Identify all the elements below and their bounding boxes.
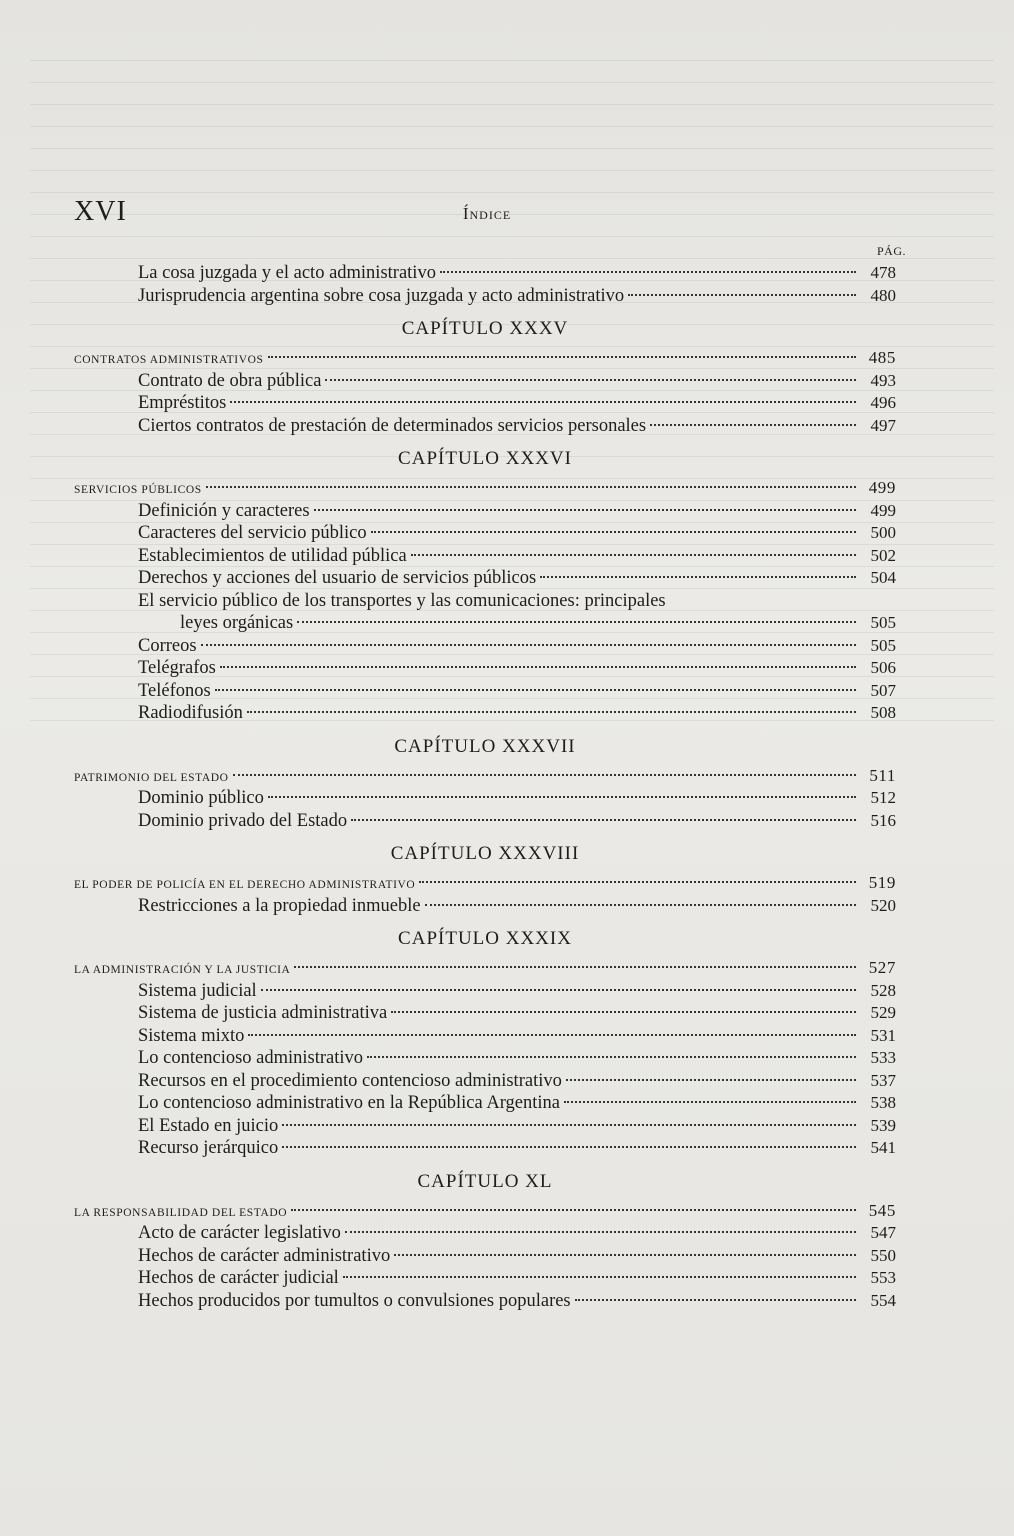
toc-entry [74,787,896,810]
dot-leader [282,1146,856,1148]
toc-entry-title: EL PODER DE POLICÍA EN EL DERECHO ADMINISTRATIVO [74,879,416,891]
toc-entry-title: Telégrafos [138,658,216,678]
toc-entry-title: Hechos producidos por tumultos o convulsiones populares [138,1290,571,1311]
page-header [74,196,900,232]
toc-entry-title: Hechos de carácter judicial [138,1268,339,1288]
toc-page-number: 504 [870,568,896,587]
toc-entry-title: Sistema mixto [138,1025,245,1046]
running-title: Índice [462,204,512,223]
dot-leader [628,294,856,296]
toc-entry [74,370,896,393]
toc-page-number: 527 [868,958,896,977]
toc-page-number: 537 [870,1070,896,1090]
toc-entry [74,392,896,415]
toc-page-number: 541 [870,1138,896,1157]
dot-leader [371,531,856,533]
toc-page-number: 531 [870,1025,896,1045]
dot-leader [247,711,856,713]
toc-entry [74,657,896,680]
toc-entry-title: El Estado en juicio [138,1115,279,1136]
toc-page-number: 520 [870,895,896,915]
dot-leader [268,796,856,798]
chapter-heading: CAPÍTULO XXXVIII [390,843,580,864]
dot-leader [367,1056,856,1058]
toc-entry-title: LA RESPONSABILIDAD DEL ESTADO [74,1206,288,1219]
toc-page-number: 550 [870,1245,896,1265]
toc-entry-title: Lo contencioso administrativo [138,1048,364,1068]
dot-leader [291,1209,856,1211]
toc-entry [74,500,896,523]
dot-leader [394,1254,856,1256]
toc-page-number: 512 [870,788,896,807]
toc-page-number: 554 [870,1290,896,1310]
toc-entry [74,522,896,545]
toc-page-number: 499 [868,478,896,497]
dot-leader [201,644,856,646]
dot-leader [391,1011,856,1013]
toc-entry [74,1245,896,1268]
toc-section-entry [74,872,896,895]
toc-entry-title: PATRIMONIO DEL ESTADO [74,771,229,784]
toc-section-entry [74,477,896,500]
dot-leader [425,904,856,906]
toc-entry [74,895,896,918]
toc-entry-title: Teléfonos [138,680,211,701]
table-of-contents [74,262,896,1312]
toc-page-number: 538 [870,1093,896,1112]
dot-leader [325,379,856,381]
chapter-heading: CAPÍTULO XXXVII [394,735,576,757]
toc-entry [74,1222,896,1245]
toc-page-number: 499 [870,500,896,520]
toc-page-number: 496 [870,393,896,412]
dot-leader [294,966,856,968]
chapter-heading: CAPÍTULO XL [417,1170,553,1192]
dot-leader [215,689,856,691]
toc-entry [74,1267,896,1290]
toc-page-number: 508 [870,703,896,722]
chapter-heading: CAPÍTULO XXXIX [398,928,572,949]
toc-page-number: 485 [868,348,896,367]
page-column-label: PÁG. [876,244,906,258]
toc-entry [74,1070,896,1093]
toc-page-number: 533 [870,1048,896,1067]
toc-page-number: 505 [870,613,896,632]
toc-entry [74,285,896,308]
toc-section-entry [74,347,896,370]
toc-entry [74,702,896,725]
dot-leader [650,424,856,426]
toc-section-entry [74,957,896,980]
toc-entry-title: Lo contencioso administrativo en la República Argentina [138,1093,560,1113]
dot-leader [248,1034,856,1036]
toc-entry-title: La cosa juzgada y el acto administrativo [138,263,436,283]
dot-leader [220,666,856,668]
toc-entry-title: Establecimientos de utilidad pública [138,545,407,566]
toc-page-number: 519 [868,873,896,892]
toc-page-number: 497 [870,415,896,435]
dot-leader [261,989,856,991]
toc-entry-title: Correos [138,635,197,656]
toc-entry-title: Caracteres del servicio público [138,523,367,543]
chapter-heading: CAPÍTULO XXXVI [398,448,572,469]
dot-leader [233,774,856,776]
toc-page-number: 505 [870,635,896,655]
toc-entry-title: SERVICIOS PÚBLICOS [74,484,202,496]
dot-leader [297,621,856,623]
page-number: XVI [74,196,127,227]
toc-page-number: 502 [870,545,896,565]
toc-entry [74,1137,896,1160]
toc-page-number: 516 [870,810,896,830]
dot-leader [564,1101,856,1103]
toc-entry-title: Empréstitos [138,393,227,413]
dot-leader [268,356,856,358]
toc-page-number: 480 [870,285,896,305]
dot-leader [575,1299,856,1301]
dot-leader [419,881,856,883]
toc-entry-title: Derechos y acciones del usuario de servicios públicos [138,568,537,588]
toc-entry-title: LA ADMINISTRACIÓN Y LA JUSTICIA [74,964,291,976]
toc-page-number: 511 [869,765,896,785]
toc-page-number: 545 [868,1200,896,1220]
toc-entry [74,545,896,568]
dot-leader [566,1079,856,1081]
toc-entry-title: Jurisprudencia argentina sobre cosa juzgada y acto administrativo [138,285,625,306]
toc-entry [74,980,896,1003]
toc-entry [74,612,896,635]
toc-entry [74,1025,896,1048]
toc-entry-title: Sistema judicial [138,980,257,1001]
toc-entry-title: Sistema de justicia administrativa [138,1003,388,1023]
toc-entry [74,415,896,438]
toc-page-number: 547 [870,1223,896,1242]
toc-page-number: 528 [870,980,896,1000]
toc-page-number: 506 [870,658,896,677]
dot-leader [206,486,856,488]
toc-page-number: 478 [870,263,896,282]
toc-entry-title: Recurso jerárquico [138,1138,279,1158]
toc-entry-title: Radiodifusión [138,703,243,723]
toc-entry [74,1092,896,1115]
dot-leader [343,1276,856,1278]
toc-entry-title: Hechos de carácter administrativo [138,1245,391,1266]
toc-entry [74,1290,896,1313]
toc-entry-title: leyes orgánicas [180,613,294,633]
toc-entry [74,1047,896,1070]
dot-leader [314,509,856,511]
dot-leader [440,271,856,273]
toc-entry [74,1115,896,1138]
chapter-heading: CAPÍTULO XXXV [401,318,569,339]
toc-entry-title: CONTRATOS ADMINISTRATIVOS [74,354,264,366]
toc-entry [74,810,896,833]
dot-leader [411,554,856,556]
dot-leader [540,576,856,578]
toc-entry-title: Contrato de obra pública [138,370,322,391]
dot-leader [282,1124,856,1126]
toc-entry-title: Dominio público [138,788,264,808]
toc-page-number: 553 [870,1268,896,1287]
toc-entry-title: Recursos en el procedimiento contencioso administrativo [138,1070,562,1091]
toc-page-number: 529 [870,1003,896,1022]
toc-entry [74,635,896,658]
toc-entry-title: Acto de carácter legislativo [138,1223,341,1243]
toc-entry-first-line: El servicio público de los transportes y las comunicaciones: principales [138,590,666,611]
dot-leader [351,819,856,821]
toc-entry [74,680,896,703]
toc-entry [74,262,896,285]
toc-entry-title: Definición y caracteres [138,500,310,521]
toc-page-number: 507 [870,680,896,700]
toc-entry [74,567,896,590]
toc-page-number: 500 [870,523,896,542]
dot-leader [345,1231,856,1233]
toc-entry-title: Ciertos contratos de prestación de determinados servicios personales [138,415,647,436]
toc-section-entry [74,765,896,788]
dot-leader [230,401,856,403]
toc-page-number: 539 [870,1115,896,1135]
toc-entry-title: Restricciones a la propiedad inmueble [138,895,421,916]
toc-section-entry [74,1200,896,1223]
toc-entry [74,1002,896,1025]
toc-page-number: 493 [870,370,896,390]
toc-entry-title: Dominio privado del Estado [138,810,348,831]
